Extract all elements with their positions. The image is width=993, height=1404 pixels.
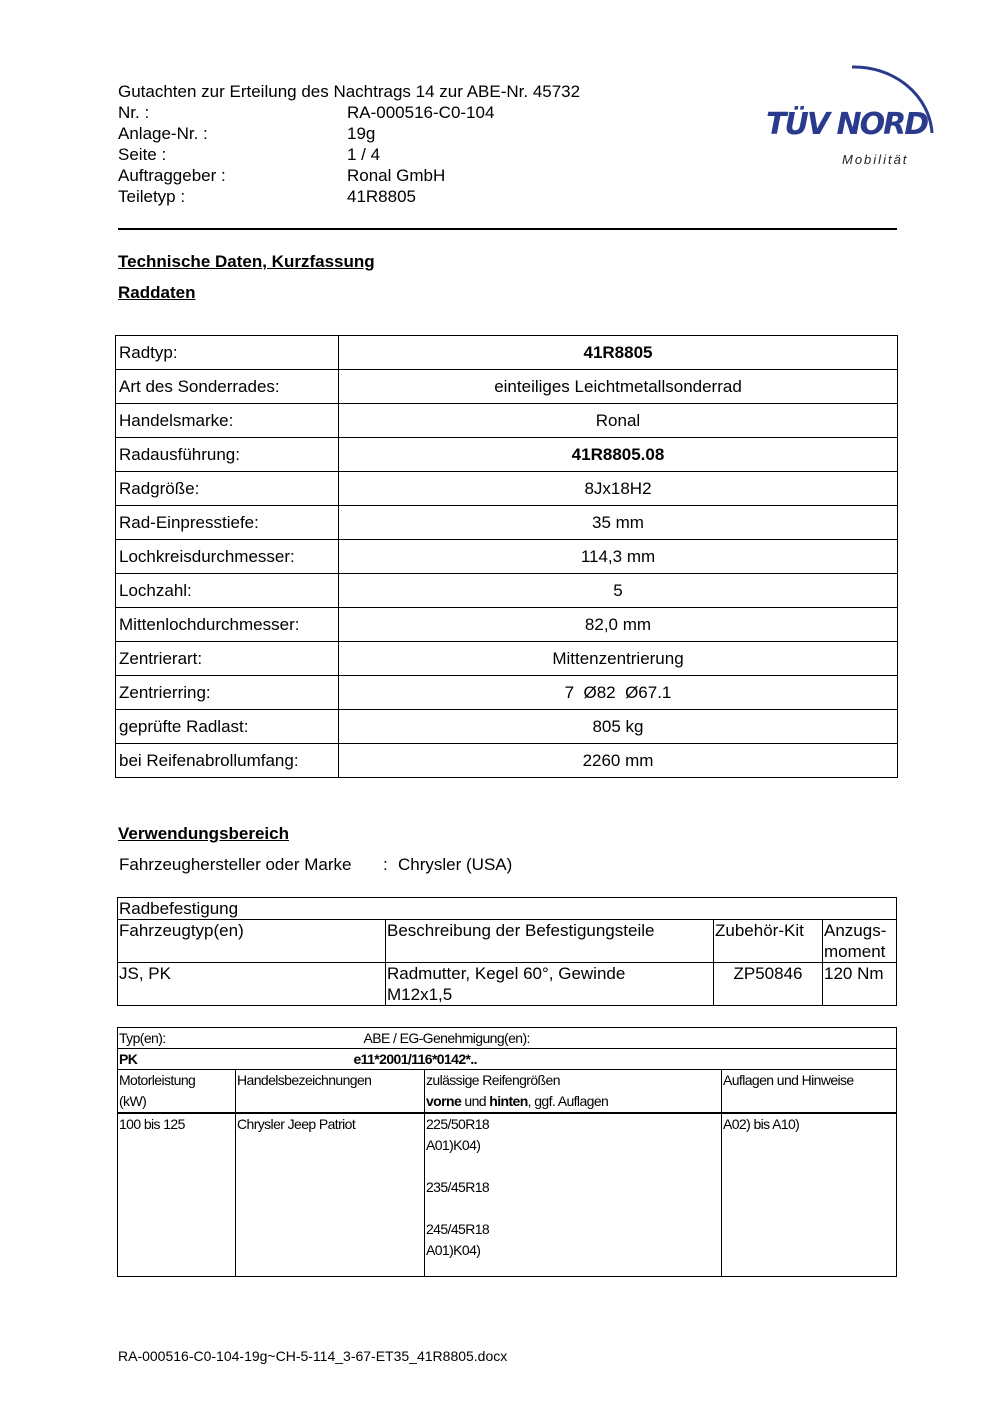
- logo-subtitle: Mobilität: [842, 152, 909, 167]
- table-row: Rad-Einpresstiefe: 35 mm: [116, 506, 898, 540]
- manufacturer-label: Fahrzeughersteller oder Marke: [119, 855, 352, 874]
- table-row: Radgröße: 8Jx18H2: [116, 472, 898, 506]
- radbefestigung-title: Radbefestigung: [118, 898, 897, 920]
- table-row: bei Reifenabrollumfang: 2260 mm: [116, 744, 898, 778]
- table-header-row: Fahrzeugtyp(en) Beschreibung der Befestigungsteile Zubehör-Kit Anzugs- moment: [118, 920, 897, 963]
- radbefestigung-table: [117, 897, 897, 1006]
- tuev-nord-logo: [760, 55, 945, 175]
- section-title: Technische Daten, Kurzfassung: [118, 252, 375, 271]
- table-row: Lochkreisdurchmesser: 114,3 mm: [116, 540, 898, 574]
- manufacturer-separator: :: [383, 855, 388, 874]
- table-row: Zentrierart: Mittenzentrierung: [116, 642, 898, 676]
- table-row: Handelsmarke: Ronal: [116, 404, 898, 438]
- vehicle-type-table: [117, 1027, 897, 1277]
- manufacturer-value: Chrysler (USA): [398, 855, 513, 874]
- subsection-raddaten: Raddaten: [118, 283, 196, 302]
- table-row: PK e11*2001/116*0142*..: [118, 1049, 897, 1070]
- raddaten-table: [115, 335, 898, 778]
- table-row: Radausführung: 41R8805.08: [116, 438, 898, 472]
- table-row: Radtyp: 41R8805: [116, 336, 898, 370]
- logo-wordmark: TÜV NORD: [766, 107, 928, 142]
- section-verwendungsbereich: Verwendungsbereich: [118, 824, 289, 843]
- table-row: JS, PK Radmutter, Kegel 60°, Gewinde M12x1,5 ZP50846 120 Nm: [118, 963, 897, 1006]
- table-row: Zentrierring: 7 Ø82 Ø67.1: [116, 676, 898, 710]
- table-row: Lochzahl: 5: [116, 574, 898, 608]
- footer-filename: RA-000516-C0-104-19g~CH-5-114_3-67-ET35_41R8805.docx: [118, 1348, 508, 1364]
- table-row: Typ(en): ABE / EG-Genehmigung(en):: [118, 1028, 897, 1049]
- header-divider: [118, 228, 897, 230]
- table-header-row: Motorleistung (kW) Handelsbezeichnungen zulässige Reifengrößen vorne und hinten, ggf. Auflagen Auflagen und Hinweise: [118, 1070, 897, 1114]
- table-row: geprüfte Radlast: 805 kg: [116, 710, 898, 744]
- table-row: Mittenlochdurchmesser: 82,0 mm: [116, 608, 898, 642]
- table-row: 100 bis 125 Chrysler Jeep Patriot 225/50R18 A01)K04) 235/45R18 245/45R18 A01)K04) A02) bis A10): [118, 1113, 897, 1277]
- table-row: Art des Sonderrades: einteiliges Leichtmetallsonderrad: [116, 370, 898, 404]
- table-row: [118, 898, 897, 920]
- manufacturer-line: [119, 855, 513, 875]
